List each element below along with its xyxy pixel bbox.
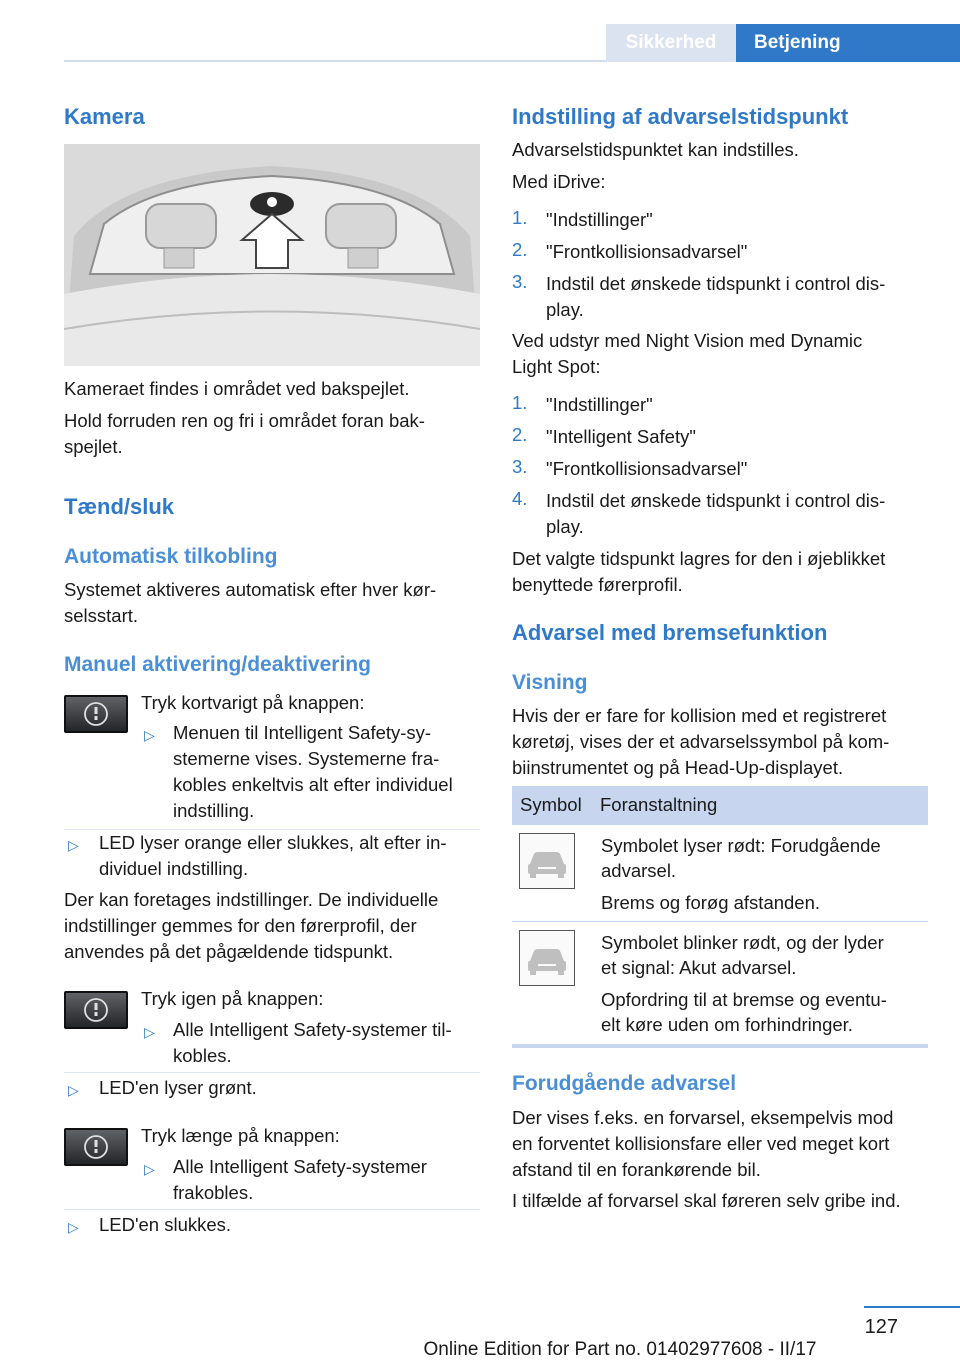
note-line2: indstillinger gemmes for den førerprofil, der: [64, 915, 417, 936]
table-header-symbol: Symbol: [520, 794, 582, 815]
block1-bullet2-line1: LED lyser orange eller slukkes, alt efter in-: [99, 832, 447, 853]
visning-line2: køretøj, vises der et advarselssymbol på kom-: [512, 731, 890, 752]
list2-item-1: "Indstillinger": [546, 394, 653, 415]
camera-location-illustration: [64, 144, 480, 366]
manuel-heading: Manuel aktivering/deaktivering: [64, 653, 371, 676]
block2-bullet1-line1: Alle Intelligent Safety-systemer til-: [173, 1019, 452, 1040]
camera-paragraph-2b: spejlet.: [64, 436, 123, 457]
edition-footer: Online Edition for Part no. 01402977608 - II/17: [423, 1339, 817, 1360]
block3-lead: Tryk længe på knappen:: [141, 1125, 340, 1146]
night-line1: Ved udstyr med Night Vision med Dynamic: [512, 330, 863, 351]
row2-line4: elt køre uden om forhindringer.: [601, 1014, 853, 1035]
bullet-divider: [64, 1209, 480, 1210]
camera-paragraph-1: Kameraet findes i området ved bakspejlet.: [64, 378, 410, 399]
note-line3: anvendes på det pågældende tidspunkt.: [64, 941, 394, 962]
bullet-triangle-icon: ▷: [144, 1024, 155, 1040]
car-warning-symbol-icon: [519, 833, 575, 889]
block1-bullet1-line4: indstilling.: [173, 800, 255, 821]
visning-heading: Visning: [512, 671, 588, 694]
auto-paragraph-a: Systemet aktiveres automatisk efter hver kør-: [64, 579, 437, 600]
block1-bullet1-line2: stemerne vises. Systemerne fra-: [173, 748, 440, 769]
block3-bullet1-line2: frakobles.: [173, 1182, 254, 1203]
table-header: [512, 786, 928, 825]
row1-line2: advarsel.: [601, 860, 677, 881]
note-line1: Der kan foretages indstillinger. De individuelle: [64, 889, 439, 910]
saved-line1: Det valgte tidspunkt lagres for den i øjeblikket: [512, 548, 886, 569]
bullet-triangle-icon: ▷: [144, 727, 155, 743]
table-row-divider: [512, 921, 928, 922]
visning-line1: Hvis der er fare for kollision med et registreret: [512, 705, 887, 726]
kamera-heading: Kamera: [64, 104, 145, 129]
automatisk-tilkobling-heading: Automatisk tilkobling: [64, 545, 278, 568]
list1-item-2: "Frontkollisionsadvarsel": [546, 241, 748, 262]
bullet-divider: [64, 1072, 480, 1073]
night-line2: Light Spot:: [512, 356, 601, 377]
list1-num-1: 1.: [512, 207, 528, 228]
list1-num-3: 3.: [512, 271, 528, 292]
taend-sluk-heading: Tænd/sluk: [64, 494, 175, 519]
block2-lead: Tryk igen på knappen:: [141, 988, 324, 1009]
camera-paragraph-2a: Hold forruden ren og fri i området foran bak-: [64, 410, 425, 431]
block1-bullet2-line2: dividuel indstilling.: [99, 858, 249, 879]
rear-window-camera-icon: [64, 144, 480, 366]
row2-line1: Symbolet blinker rødt, og der lyder: [601, 932, 884, 953]
list2-num-4: 4.: [512, 488, 528, 509]
list2-num-1: 1.: [512, 392, 528, 413]
auto-paragraph-b: selsstart.: [64, 605, 139, 626]
indstilling-heading: Indstilling af advarselstidspunkt: [512, 104, 849, 129]
block1-lead: Tryk kortvarigt på knappen:: [141, 692, 365, 713]
list2-item-4: Indstil det ønskede tidspunkt i control dis-: [546, 490, 886, 511]
list1-item-1: "Indstillinger": [546, 209, 653, 230]
list2-num-3: 3.: [512, 456, 528, 477]
tab-betjening[interactable]: Betjening: [736, 24, 960, 62]
forud-line1: Der vises f.eks. en forvarsel, eksempelvis mod: [512, 1107, 894, 1128]
page-number: 127: [864, 1316, 898, 1338]
bullet-triangle-icon: ▷: [68, 1219, 79, 1235]
block1-bullet1-line3: kobles enkeltvis alt efter individuel: [173, 774, 453, 795]
list1-item-3b: play.: [546, 299, 584, 320]
forud-line2: en forventet kollisionsfare eller ved meget kort: [512, 1133, 890, 1154]
footer-rule: [864, 1306, 960, 1308]
list2-num-2: 2.: [512, 424, 528, 445]
bullet-triangle-icon: ▷: [68, 1082, 79, 1098]
list2-item-3: "Frontkollisionsadvarsel": [546, 458, 748, 479]
indst-paragraph-2: Med iDrive:: [512, 171, 606, 192]
block1-bullet1-line1: Menuen til Intelligent Safety-sy-: [173, 722, 432, 743]
table-header-foranstaltning: Foranstaltning: [600, 794, 718, 815]
list1-num-2: 2.: [512, 239, 528, 260]
table-bottom-rule: [512, 1044, 928, 1048]
block3-bullet2: LED'en slukkes.: [99, 1214, 232, 1235]
safety-button-image-3: [64, 1128, 128, 1166]
row1-line3: Brems og forøg afstanden.: [601, 892, 821, 913]
saved-line2: benyttede førerprofil.: [512, 574, 683, 595]
tab-sikkerhed[interactable]: Sikkerhed: [606, 24, 736, 62]
visning-line3: biinstrumentet og på Head-Up-displayet.: [512, 757, 844, 778]
row2-line2: et signal: Akut advarsel.: [601, 957, 797, 978]
list1-item-3: Indstil det ønskede tidspunkt i control dis-: [546, 273, 886, 294]
car-warning-symbol-icon: [519, 930, 575, 986]
forudgaaende-heading: Forudgående advarsel: [512, 1072, 737, 1095]
block3-bullet1-line1: Alle Intelligent Safety-systemer: [173, 1156, 427, 1177]
block2-bullet2: LED'en lyser grønt.: [99, 1077, 257, 1098]
bremsefunktion-heading: Advarsel med bremsefunktion: [512, 620, 828, 645]
bullet-triangle-icon: ▷: [144, 1161, 155, 1177]
block2-bullet1-line2: kobles.: [173, 1045, 232, 1066]
row1-line1: Symbolet lyser rødt: Forudgående: [601, 835, 881, 856]
list2-item-4b: play.: [546, 516, 584, 537]
safety-button-image-1: [64, 695, 128, 733]
safety-button-image-2: [64, 991, 128, 1029]
bullet-triangle-icon: ▷: [68, 837, 79, 853]
forud-paragraph-2: I tilfælde af forvarsel skal føreren selv gribe ind.: [512, 1190, 901, 1211]
indst-paragraph-1: Advarselstidspunktet kan indstilles.: [512, 139, 799, 160]
forud-line3: afstand til en forankørende bil.: [512, 1159, 761, 1180]
row2-line3: Opfordring til at bremse og eventu-: [601, 989, 887, 1010]
list2-item-2: "Intelligent Safety": [546, 426, 696, 447]
